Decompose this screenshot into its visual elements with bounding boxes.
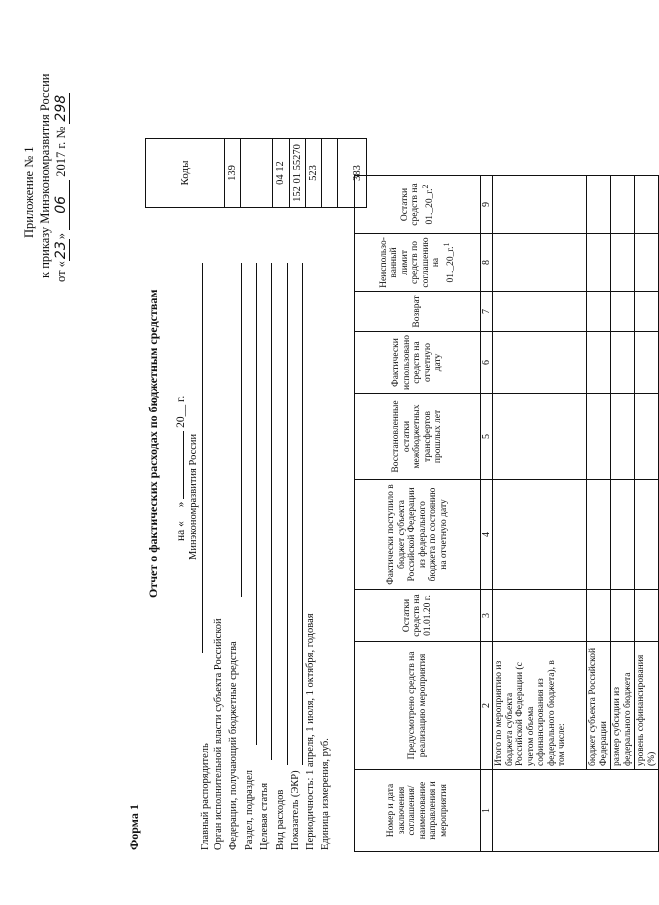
appendix-title: Приложение № 1 xyxy=(22,146,36,238)
code-tselevaya-statya: 152 01 55270 xyxy=(290,139,306,207)
header-col-2: Предусмотрено средств на реализацию мероприятия xyxy=(355,642,481,770)
report-date-line xyxy=(175,396,187,541)
code-pokazatel xyxy=(322,139,338,207)
field-label-glavny: Главный распорядитель xyxy=(200,743,211,850)
appendix-date-prefix: от « xyxy=(54,261,68,282)
header-col-8: Неиспользо-ванный лимит средств по соглашению на 01._20_г.$^1$ xyxy=(355,234,481,292)
header-col-9: Остатки средств на 01._20_г.$^2$ xyxy=(355,176,481,234)
row-label-razmer-subsidii: размер субсидии из федерального бюджета xyxy=(611,642,635,770)
report-title: Отчет о фактических расходах по бюджетным средствам xyxy=(146,289,160,598)
appendix-number: 298 xyxy=(53,94,69,122)
appendix-date-line xyxy=(53,93,70,282)
form-label: Форма 1 xyxy=(127,804,141,850)
row-label-uroven: уровень софинансирования (%) xyxy=(635,642,659,770)
code-organ xyxy=(241,139,273,207)
codes-box xyxy=(145,138,367,208)
table-header-row xyxy=(355,176,481,852)
appendix-month: 06 xyxy=(53,180,70,230)
appendix-order-line: к приказу Минэкономразвития России xyxy=(38,73,52,278)
column-number-row xyxy=(481,176,493,852)
report-date-prefix: на « xyxy=(175,521,187,541)
table-row xyxy=(493,176,587,852)
field-label-vid: Вид расходов xyxy=(275,789,286,850)
column-number: 5 xyxy=(481,394,493,480)
appendix-year: 2017 г. № xyxy=(54,126,68,177)
column-number: 9 xyxy=(481,176,493,234)
code-periodichnost: 383 xyxy=(352,165,364,181)
cell-empty xyxy=(493,770,659,852)
row-label-itogo: Итого по мероприятию из бюджета субъекта Российской Федерации (с учетом объема софинансирования из федерального бюджета), в том числе: xyxy=(493,642,587,770)
field-label-razdel: Раздел, подраздел xyxy=(244,770,255,850)
code-vid-raskhodov: 523 xyxy=(306,139,322,207)
column-number: 4 xyxy=(481,480,493,590)
header-col-1: Номер и дата заключения соглашения/ наименование направления и мероприятия xyxy=(355,770,481,852)
expenses-table xyxy=(354,175,659,852)
field-label-pokazatel: Показатель (ЭКР) xyxy=(290,770,301,850)
footnote-1: 1 xyxy=(441,242,451,247)
header-col-7: Возврат xyxy=(355,292,481,332)
field-label-organ-1: Орган исполнительной власти субъекта Российской xyxy=(213,618,224,850)
footnote-2: 2 xyxy=(420,184,430,189)
field-label-periodichnost: Периодичность: 1 апреля, 1 июля, 1 октября, годовая xyxy=(305,613,316,850)
appendix-day: 23 xyxy=(53,241,69,260)
code-glavny-rasporyaditel: 139 xyxy=(225,139,241,207)
column-number: 7 xyxy=(481,292,493,332)
table-row xyxy=(587,176,611,852)
column-number: 1 xyxy=(481,770,493,852)
code-razdel: 04 12 xyxy=(273,139,289,207)
header-col-6: Фактически использовано средств на отчетную дату xyxy=(355,332,481,394)
header-col-5: Восстановленные остатки межбюджетных трансфертов прошлых лет xyxy=(355,394,481,480)
row-label-byudzhet-subekta: бюджет субъекта Российской Федерации xyxy=(587,642,611,770)
header-col-3: Остатки средств на 01.01.20 г. xyxy=(355,590,481,642)
report-date-suffix: 20__ г. xyxy=(175,395,187,428)
table-row xyxy=(635,176,659,852)
column-number: 2 xyxy=(481,642,493,770)
codes-header: Коды xyxy=(146,139,225,207)
field-value-glavny: Минэкономразвития России xyxy=(188,433,199,560)
field-label-organ-2: Федерации, получающий бюджетные средства xyxy=(228,641,239,850)
appendix-date-mid: » xyxy=(54,232,68,240)
field-label-edinitsa: Единица измерения, руб. xyxy=(320,738,331,850)
header-col-4: Фактически поступило в бюджет субъекта Российской Федерации из федерального бюджета по состоянию на отчетную дату xyxy=(355,480,481,590)
column-number: 6 xyxy=(481,332,493,394)
table-row xyxy=(611,176,635,852)
column-number: 3 xyxy=(481,590,493,642)
column-number: 8 xyxy=(481,234,493,292)
report-date-mid: » xyxy=(175,501,187,508)
field-label-tselevaya: Целевая статья xyxy=(259,782,270,850)
